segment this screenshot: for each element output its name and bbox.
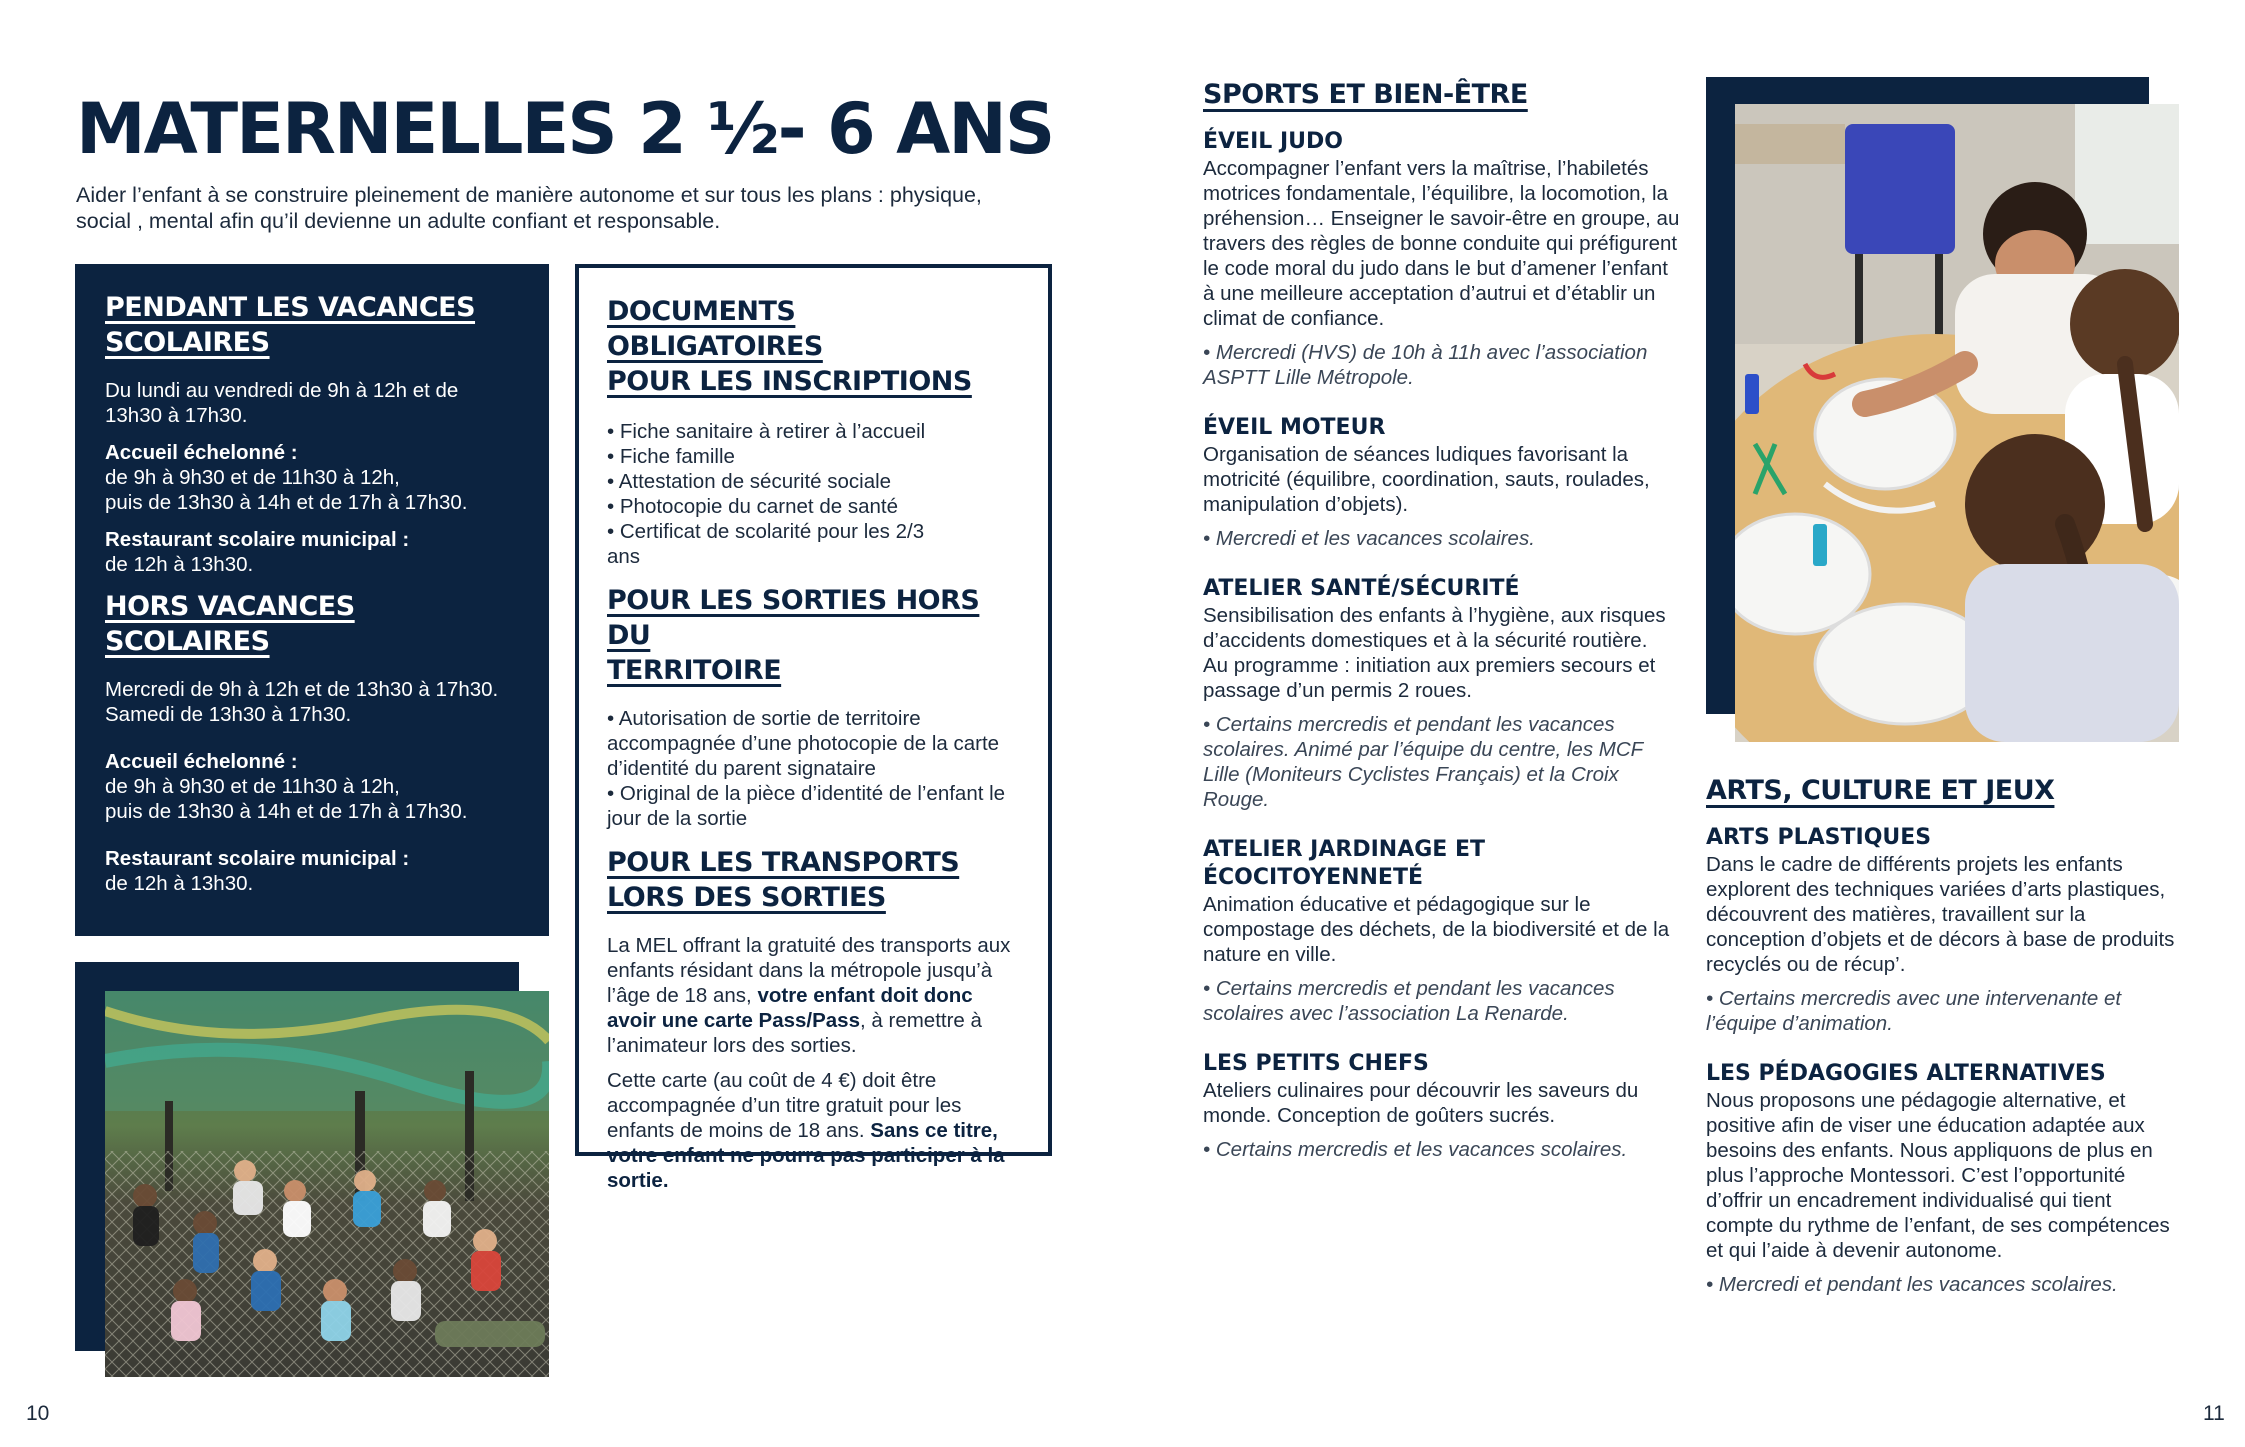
activity-title: LES PETITS CHEFS — [1203, 1051, 1429, 1076]
documents-heading: DOCUMENTS OBLIGATOIRES POUR LES INSCRIPTIONS — [607, 296, 972, 397]
hors-vacances-accueil: Accueil échelonné : de 9h à 9h30 et de 11h30 à 12h, puis de 13h30 à 14h et de 17h à 17h30. — [105, 750, 468, 823]
activity-title: ÉVEIL JUDO — [1203, 129, 1343, 154]
activity-note: • Mercredi et pendant les vacances scolaires. — [1706, 1273, 2118, 1296]
activity-note: • Mercredi et les vacances scolaires. — [1203, 527, 1535, 550]
transports-paragraph-1: La MEL offrant la gratuité des transports aux enfants résidant dans la métropole jusqu’à l’âge de 18 ans, votre enfant doit donc avoir une carte Pass/Pass, à remettre à l’animateur lors des sorties. — [607, 934, 1011, 1057]
activity-judo — [1203, 128, 1683, 390]
activity-pedagogies — [1706, 1060, 2176, 1297]
sorties-heading: POUR LES SORTIES HORS DU TERRITOIRE — [607, 585, 980, 686]
activity-moteur — [1203, 414, 1683, 551]
activity-description-extra: Au programme : initiation aux premiers secours et passage d’un permis 2 roues. — [1203, 654, 1656, 702]
sports-heading: SPORTS ET BIEN-ÊTRE — [1203, 79, 1528, 110]
page-number-left: 10 — [26, 1402, 50, 1425]
activity-jardinage — [1203, 836, 1683, 1026]
vacances-accueil: Accueil échelonné : de 9h à 9h30 et de 11h30 à 12h, puis de 13h30 à 14h et de 17h à 17h30. — [105, 441, 468, 514]
activity-petits-chefs — [1203, 1050, 1683, 1162]
activity-description: Animation éducative et pédagogique sur le compostage des déchets, de la biodiversité et de la nature en ville. — [1203, 893, 1670, 966]
sorties-list — [607, 706, 1020, 831]
activity-description: Organisation de séances ludiques favorisant la motricité (équilibre, coordination, sauts, roulades, manipulation d’objets). — [1203, 443, 1650, 516]
list-item: • Autorisation de sortie de territoire accompagnée d’une photocopie de la carte d’identité du parent signataire — [607, 707, 1000, 780]
activity-note: • Certains mercredis avec une intervenante et l’équipe d’animation. — [1706, 987, 2122, 1035]
activity-description: Ateliers culinaires pour découvrir les saveurs du monde. Conception de goûters sucrés. — [1203, 1079, 1639, 1127]
vacances-heading: PENDANT LES VACANCES SCOLAIRES — [105, 292, 476, 358]
activity-title: ARTS PLASTIQUES — [1706, 825, 1932, 850]
activity-note: • Certains mercredis et pendant les vacances scolaires. Animé par l’équipe du centre, les MCF Lille (Moniteurs Cyclistes Français) et la Croix Rouge. — [1203, 713, 1643, 811]
activity-description: Accompagner l’enfant vers la maîtrise, l’habiletés motrices fondamentale, l’équilibre, la locomotion, la préhension… Enseigner le savoir-être en groupe, au travers des règles de bonne conduite qui préfigurent le code moral du judo dans le but d’amener l’enfant à une meilleure acceptation d’autrui et d’établir un climat de confiance. — [1203, 157, 1680, 330]
activity-title: ATELIER SANTÉ/SÉCURITÉ — [1203, 576, 1520, 601]
craft-activity-illustration — [1735, 104, 2179, 742]
list-item: • Photocopie du carnet de santé — [607, 495, 898, 518]
list-item: • Original de la pièce d’identité de l’enfant le jour de la sortie — [607, 782, 1006, 830]
page-number-right: 11 — [2203, 1402, 2225, 1425]
activity-sante — [1203, 575, 1683, 812]
activity-title: LES PÉDAGOGIES ALTERNATIVES — [1706, 1061, 2106, 1086]
activity-description: Nous proposons une pédagogie alternative, et positive afin de viser une éducation adaptée aux besoins des enfants. Nous appliquons de plus en plus l’approche Montessori. C’est l’opportunité d’offrir un encadrement individualisé qui tient compte du rythme de l’enfant, de ses compétences et qui l’aide à devenir autonome. — [1706, 1089, 2170, 1262]
documents-box — [575, 264, 1052, 1192]
transports-paragraph-2: Cette carte (au coût de 4 €) doit être accompagnée d’un titre gratuit pour les enfants de moins de 18 ans. Sans ce titre, votre enfant ne pourra pas participer à la sortie. — [607, 1069, 1005, 1192]
vacances-hours: Du lundi au vendredi de 9h à 12h et de 13h30 à 17h30. — [105, 379, 459, 427]
vacances-restaurant: Restaurant scolaire municipal : de 12h à 13h30. — [105, 528, 410, 576]
arts-heading: ARTS, CULTURE ET JEUX — [1706, 775, 2055, 806]
activity-note: • Certains mercredis et les vacances scolaires. — [1203, 1138, 1628, 1161]
list-item: • Fiche famille — [607, 445, 735, 468]
activity-note: • Mercredi (HVS) de 10h à 11h avec l’association ASPTT Lille Métropole. — [1203, 341, 1648, 389]
children-on-net-illustration — [105, 991, 549, 1377]
arts-column — [1706, 774, 2176, 1297]
list-item: • Certificat de scolarité pour les 2/3 ans — [607, 520, 925, 568]
list-item: • Fiche sanitaire à retirer à l’accueil — [607, 420, 926, 443]
hors-vacances-heading: HORS VACANCES SCOLAIRES — [105, 591, 355, 657]
craft-activity-photo — [1735, 104, 2179, 742]
activity-title: ÉVEIL MOTEUR — [1203, 415, 1386, 440]
activity-title: ATELIER JARDINAGE ET ÉCOCITOYENNETÉ — [1203, 837, 1486, 890]
activity-description: Sensibilisation des enfants à l’hygiène, aux risques d’accidents domestiques et à la sécurité routière. — [1203, 604, 1666, 652]
sports-column — [1203, 78, 1683, 1162]
transports-heading: POUR LES TRANSPORTS LORS DES SORTIES — [607, 847, 960, 913]
activity-note: • Certains mercredis et pendant les vacances scolaires avec l’association La Renarde. — [1203, 977, 1615, 1025]
documents-list — [607, 419, 1020, 569]
activity-arts-plastiques — [1706, 824, 2176, 1036]
children-on-net-photo — [105, 991, 549, 1377]
page-title: MATERNELLES 2 ½- 6 ANS — [76, 88, 1054, 170]
intro-text: Aider l’enfant à se construire pleinement de manière autonome et sur tous les plans : physique, social , mental afin qu’il devienne un adulte confiant et responsable. — [76, 183, 982, 233]
list-item: • Attestation de sécurité sociale — [607, 470, 892, 493]
schedule-box — [75, 264, 549, 936]
hors-vacances-hours: Mercredi de 9h à 12h et de 13h30 à 17h30. Samedi de 13h30 à 17h30. — [105, 678, 499, 726]
hors-vacances-restaurant: Restaurant scolaire municipal : de 12h à 13h30. — [105, 847, 410, 895]
activity-description: Dans le cadre de différents projets les enfants explorent des techniques variées d’arts plastiques, découvrent des matières, travaillent sur la conception d’objets et de décors à base de produits recyclés ou de récup’. — [1706, 853, 2175, 976]
